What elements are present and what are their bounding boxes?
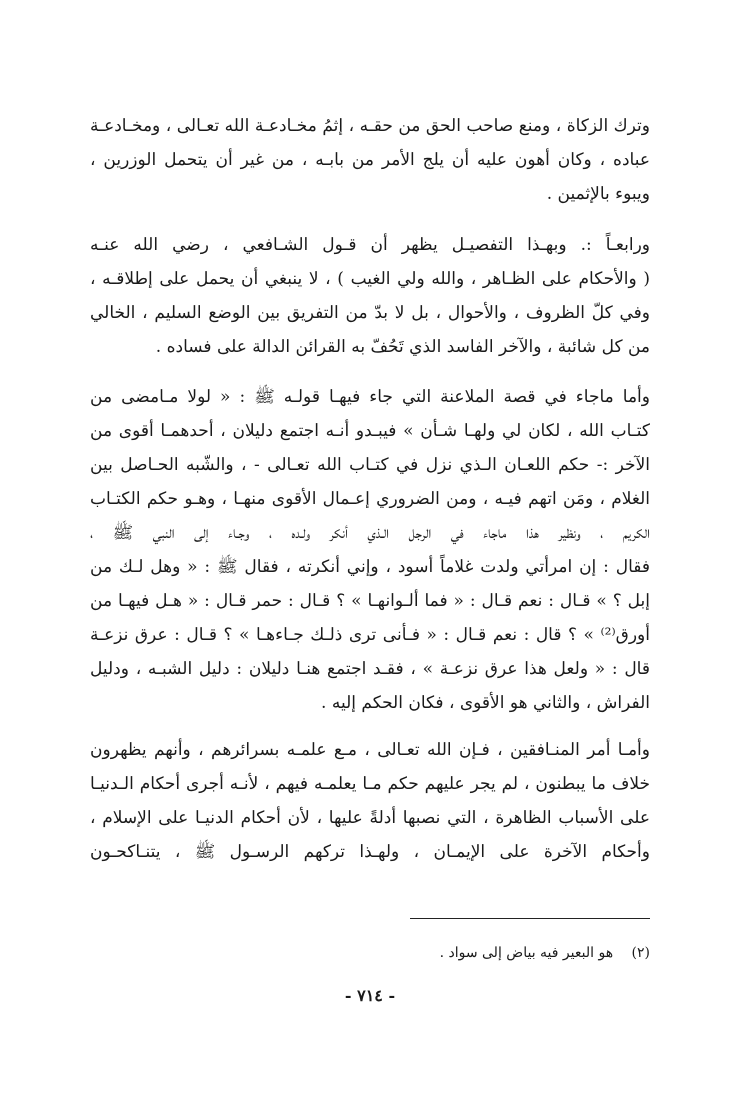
- footnote-number: (٢): [631, 945, 650, 961]
- text-line: قال : « ولعل هذا عرق نزعـة » ، فقـد اجتمع هنـا دليلان : دليل الشبـه ، ودليل: [90, 659, 650, 679]
- text-line: وأما ماجاء في قصة الملاعنة التي جاء فيهـا قولـه ﷺ : « لولا مـامضى من: [90, 387, 650, 407]
- footnote-divider: [410, 918, 650, 919]
- text-line: إبل ؟ » قـال : نعم قـال : « فما ألـوانهـا » ؟ قـال : حمر قـال : « هـل فيهـا من: [90, 591, 650, 611]
- text-line: الفراش ، والثاني هو الأقوى ، فكان الحكم إليه .: [321, 693, 650, 713]
- text-line: من كل شائبة ، والآخر الفاسد الذي تَحُفّ به القرائن الدالة على فساده .: [155, 337, 650, 357]
- text-line: ويبوء بالإثمين .: [546, 184, 650, 204]
- text-line: خلاف ما يبطنون ، لم يجر عليهم حكم مـا يعلمـه فيهم ، لأنـه أجرى أحكام الـدنيـا: [90, 774, 650, 794]
- footnote-text: هو البعير فيه بياض إلى سواد .: [439, 945, 614, 961]
- text-line: أورق⁽²⁾ » ؟ قال : نعم قـال : « فـأنى ترى ذلـك جـاءهـا » ؟ قـال : عرق نزعـة: [90, 625, 650, 645]
- page-number: - ٧١٤ -: [344, 986, 396, 1005]
- text-line: الآخر :- حكم اللعـان الـذي نزل في كتـاب الله تعـالى - ، والشّبه الحـاصل بين: [90, 455, 650, 475]
- text-line: عباده ، وكان أهون عليه أن يلج الأمر من بابـه ، من غير أن يتحمل الوزرين ،: [90, 150, 650, 170]
- text-line: كتـاب الله ، لكان لي ولهـا شـأن » فيبـدو أنـه اجتمع دليلان ، أحدهمـا أقوى من: [90, 421, 650, 441]
- text-line: وأحكام الآخرة على الإيمـان ، ولهـذا تركهم الرسـول ﷺ ، يتنـاكحـون: [90, 842, 650, 862]
- text-line: ( والأحكام على الظـاهر ، والله ولي الغيب ) ، لا ينبغي أن يحمل على إطلاقـه ،: [90, 269, 650, 289]
- text-line: وأمـا أمر المنـافقين ، فـإن الله تعـالى ، مـع علمـه بسرائرهم ، وأنهم يظهرون: [90, 740, 650, 760]
- paragraph-4: [90, 733, 650, 869]
- footnote: [440, 943, 650, 963]
- text-line: وفي كلّ الظروف ، والأحوال ، بل لا بدّ من التفريق بين الوضع السليم ، الخالي: [90, 303, 650, 323]
- paragraph-1: [90, 109, 650, 211]
- paragraph-2: [90, 228, 650, 364]
- text-line: وترك الزكاة ، ومنع صاحب الحق من حقـه ، إثمُ مخـادعـة الله تعـالى ، ومخـادعـة: [90, 116, 650, 136]
- text-line: الغلام ، ومَن اتهم فيـه ، ومن الضروري إعـمال الأقوى منهـا ، وهـو حكم الكتـاب: [90, 489, 650, 509]
- text-line: على الأسباب الظاهرة ، التي نصبها أدلةً عليها ، لأن أحكام الدنيـا على الإسلام ،: [90, 808, 650, 828]
- text-line: ورابعـاً :. وبهـذا التفصيـل يظهر أن قـول الشـافعي ، رضي الله عنـه: [90, 235, 650, 255]
- text-line: فقال : إن امرأتي ولدت غلاماً أسود ، وإني أنكرته ، فقال ﷺ : « وهل لـك من: [90, 557, 650, 577]
- paragraph-3: [90, 380, 650, 720]
- text-line: الكريم ، ونظير هذا ماجاء في الرجل الـذي أنكر ولـده ، وجـاء إلى النبي ﷺ ،: [90, 523, 650, 543]
